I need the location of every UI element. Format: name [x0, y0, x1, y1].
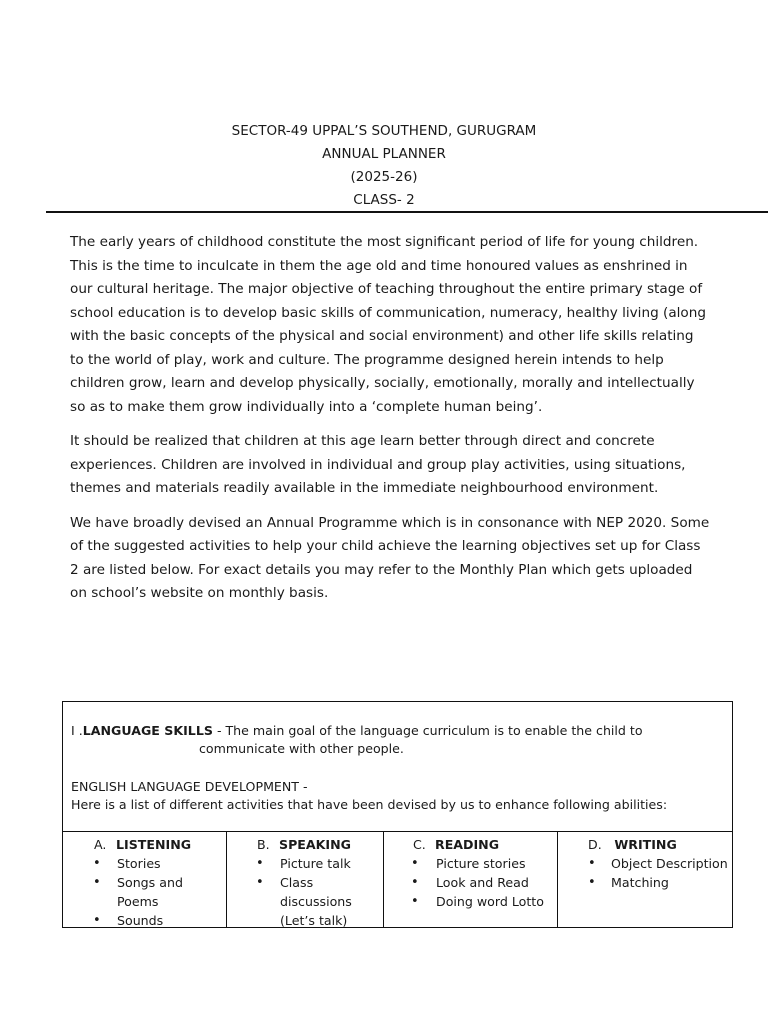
- document-title: ANNUAL PLANNER: [322, 146, 446, 162]
- language-skills-table: [62, 701, 733, 928]
- skill-list: [227, 854, 383, 930]
- list-item: • Matching: [558, 873, 732, 892]
- list-item: • Object Description: [558, 854, 732, 873]
- section-desc: - The main goal of the language curriculum is to enable the child to: [212, 723, 643, 738]
- document-header: [0, 120, 768, 212]
- skill-list: [63, 854, 226, 930]
- list-item: • Stories: [63, 854, 226, 873]
- skill-list: [384, 854, 557, 911]
- list-item: • Songs and Poems: [63, 873, 226, 911]
- paragraph-2: It should be realized that children at this age learn better through direct and concrete experiences. Children are involved in individual and group play activities, using situations, themes and materials readily available in the immediate neighbourhood environment.: [70, 433, 686, 496]
- section-desc-cont: communicate with other people.: [199, 741, 404, 756]
- list-item: • Class discussions (Let’s talk): [227, 873, 383, 930]
- paragraph-3: We have broadly devised an Annual Programme which is in consonance with NEP 2020. Some of the suggested activities to help your child achieve the learning objectives set up for Class 2 are listed below. For exact details you may refer to the Monthly Plan which gets uploaded on school’s website on monthly basis.: [70, 514, 710, 601]
- list-item: • Look and Read: [384, 873, 557, 892]
- skill-column-writing: [558, 832, 732, 927]
- list-item: • Picture talk: [227, 854, 383, 873]
- section-heading: [71, 722, 732, 758]
- school-name: SECTOR-49 UPPAL’S SOUTHEND, GURUGRAM: [231, 123, 537, 139]
- list-item: • Picture stories: [384, 854, 557, 873]
- academic-year: (2025-26): [350, 169, 418, 185]
- section-number: I .: [71, 723, 83, 738]
- skill-heading: C. READING: [413, 837, 500, 852]
- skill-heading: A. LISTENING: [94, 837, 192, 852]
- skill-heading: D. WRITING: [588, 837, 677, 852]
- section-title: LANGUAGE SKILLS: [82, 723, 213, 738]
- skill-heading: B. SPEAKING: [257, 837, 351, 852]
- introduction: [70, 231, 710, 617]
- paragraph-1: The early years of childhood constitute the most significant period of life for young children. This is the time to inculcate in them the age old and time honoured values as enshrined in our cultural heritage. The major objective of teaching throughout the entire primary stage of school education is to develop basic skills of communication, numeracy, healthy living (along with the basic concepts of the physical and social environment) and other life skills relating to the world of play, work and culture. The programme designed herein intends to help children grow, learn and develop physically, socially, emotionally, morally and intellectually so as to make them grow individually into a ‘complete human being’.: [70, 234, 706, 415]
- skills-grid: [63, 831, 732, 927]
- skill-column-reading: [384, 832, 558, 927]
- list-item: • Sounds: [63, 911, 226, 930]
- skill-list: [558, 854, 732, 892]
- skill-column-speaking: [227, 832, 384, 927]
- section-intro: [63, 702, 732, 814]
- header-divider: [46, 211, 768, 213]
- list-item: • Doing word Lotto: [384, 892, 557, 911]
- dev-desc: Here is a list of different activities that have been devised by us to enhance following abilities:: [71, 797, 668, 812]
- skill-column-listening: [63, 832, 227, 927]
- dev-title: ENGLISH LANGUAGE DEVELOPMENT -: [71, 779, 308, 794]
- class-label: CLASS- 2: [353, 192, 415, 208]
